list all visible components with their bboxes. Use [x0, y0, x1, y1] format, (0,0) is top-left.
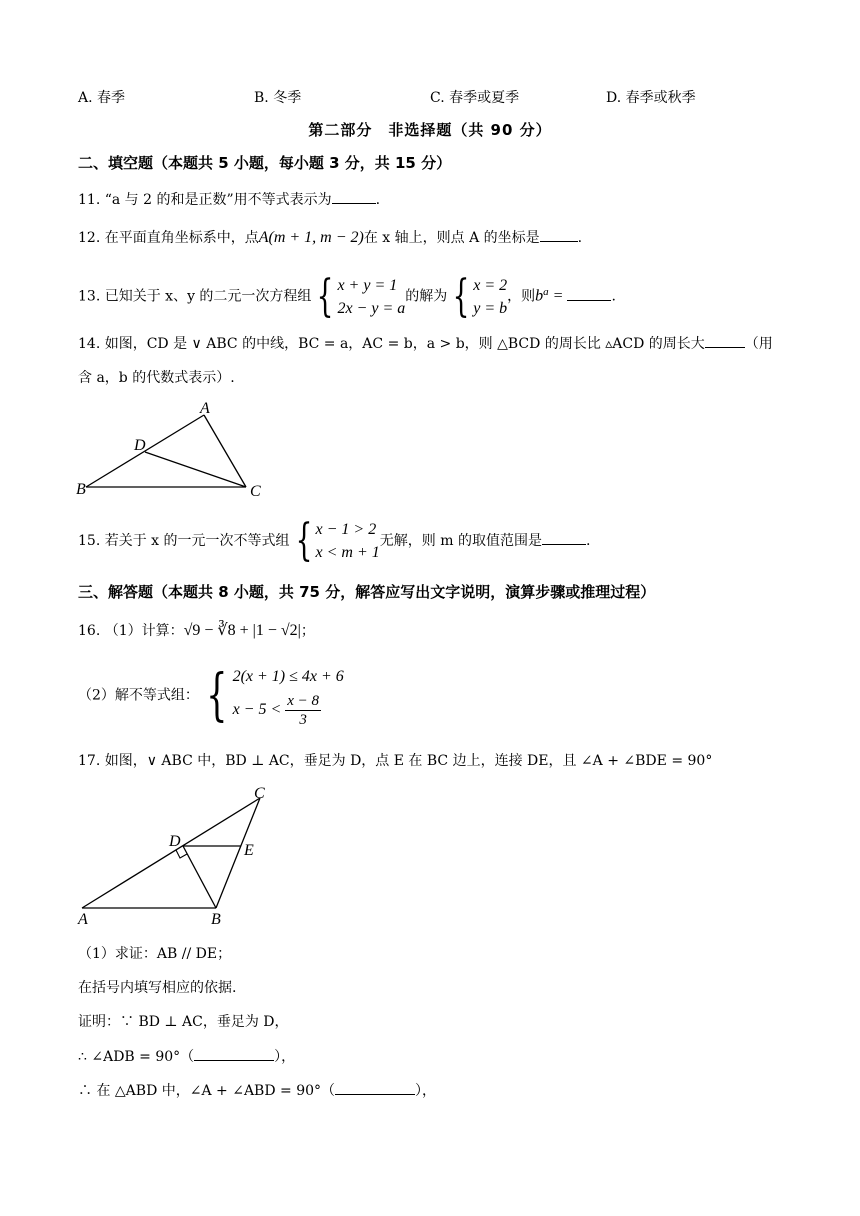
q15-text-mid: 无解，则 m 的取值范围是	[379, 533, 542, 549]
q12-number: 12.	[78, 230, 101, 246]
q14-answer-blank[interactable]	[705, 333, 745, 348]
proof2-reason-blank[interactable]	[194, 1046, 274, 1061]
fig17-label-d: D	[169, 833, 181, 850]
q15-end: .	[585, 533, 591, 549]
proof3-reason-blank[interactable]	[335, 1080, 415, 1095]
q12-text: 在平面直角坐标系中，点	[104, 230, 259, 246]
q12-point: A(m + 1, m − 2)	[258, 229, 364, 246]
section2-title: 二、填空题（本题共 5 小题，每小题 3 分，共 15 分）	[78, 154, 452, 172]
q13-text-mid: 的解为	[405, 288, 448, 305]
option-d: D. 春季或秋季	[606, 90, 696, 106]
q11-answer-blank[interactable]	[332, 189, 376, 204]
question-16-part1	[78, 621, 315, 641]
q17-number: 17.	[78, 753, 101, 769]
q12-end: .	[577, 230, 583, 246]
figure-14-triangle	[72, 398, 272, 500]
q11-text: “a 与 2 的和是正数”用不等式表示为	[104, 192, 332, 208]
option-a: A. 春季	[78, 90, 126, 106]
q16-part1-label: （1）计算：	[104, 623, 184, 639]
q13-answer-blank[interactable]	[567, 286, 611, 301]
q16-expression: √9 − ∛8 + |1 − √2|	[183, 622, 301, 639]
q12-text-mid: 在 x 轴上，则点 A 的坐标是	[363, 230, 540, 246]
q16-number: 16.	[78, 623, 101, 639]
fig17-label-e: E	[244, 842, 254, 859]
q16-part1-end: ；	[300, 623, 315, 639]
q16-system: { 2(x + 1) ≤ 4x + 6 x − 5 < $\frac{x - 8}{3}$	[206, 662, 344, 728]
q13-system: { x + y = 1 2x − y = a	[317, 270, 406, 322]
q17-text: 如图，∨ ABC 中，BD ⊥ AC，垂足为 D，点 E 在 BC 边上，连接 DE，且 ∠A + ∠BDE = 90°	[104, 753, 713, 769]
q13-sol2: y = b	[473, 299, 508, 317]
figure-17-triangle	[72, 784, 282, 928]
fig14-label-a: A	[200, 400, 210, 417]
q15-number: 15.	[78, 533, 101, 549]
q12-answer-blank[interactable]	[540, 227, 578, 242]
q13-sol1: x = 2	[473, 276, 508, 294]
q17-proof-line2	[78, 1046, 295, 1067]
q16-fraction	[285, 692, 321, 729]
q13-solution: { x = 2 y = b	[452, 270, 508, 322]
option-b: B. 冬季	[254, 90, 302, 106]
q11-end: .	[375, 192, 381, 208]
question-12	[78, 227, 582, 248]
q13-exponent: a	[543, 286, 549, 298]
question-16-part2	[78, 662, 344, 729]
q15-ineq2: x < m + 1	[315, 544, 380, 561]
fig17-label-a: A	[78, 911, 88, 928]
q16-fraction-den: 3	[299, 712, 307, 728]
section3-title: 三、解答题（本题共 8 小题，共 75 分，解答应写出文字说明，演算步骤或推理过程）	[78, 583, 656, 601]
fig14-label-b: B	[76, 481, 86, 498]
fig17-segment-bd	[183, 846, 216, 908]
q17-proof-line1: 证明：∵ BD ⊥ AC，垂足为 D，	[78, 1014, 289, 1030]
fig17-label-c: C	[254, 785, 265, 802]
q17-fill-hint: 在括号内填写相应的依据.	[78, 980, 237, 996]
q13-end: .	[611, 288, 616, 305]
q16-fraction-num: x − 8	[287, 693, 320, 709]
q14-text-line2: 含 a，b 的代数式表示）.	[78, 370, 235, 386]
fig17-label-b: B	[211, 911, 221, 928]
question-15	[78, 517, 590, 565]
q17-proof-line3	[78, 1080, 436, 1101]
proof2-end: ），	[274, 1049, 296, 1065]
fig14-median-cd	[145, 452, 246, 487]
question-17	[78, 751, 712, 771]
proof3-text: ∴ 在 △ABD 中，∠A + ∠ABD = 90°（	[78, 1083, 336, 1099]
q13-eq1: x + y = 1	[337, 276, 398, 294]
q13-equals: =	[548, 287, 564, 305]
q14-number: 14.	[78, 336, 101, 352]
question-14-line1	[78, 333, 773, 354]
q16-ineq1: 2(x + 1) ≤ 4x + 6	[232, 668, 344, 685]
q13-text-mid2: ，则	[507, 288, 536, 305]
q11-number: 11.	[78, 192, 101, 208]
q16-part2-label: （2）解不等式组：	[78, 687, 199, 704]
q13-base: b	[535, 287, 544, 305]
option-c: C. 春季或夏季	[430, 90, 520, 106]
q15-ineq1: x − 1 > 2	[315, 521, 377, 538]
fig14-label-d: D	[134, 437, 146, 454]
question-11	[78, 189, 380, 210]
proof3-end: ），	[415, 1083, 437, 1099]
q16-ineq2-left: x − 5 <	[232, 701, 282, 719]
question-13	[78, 268, 616, 321]
q15-answer-blank[interactable]	[542, 530, 586, 545]
q13-number: 13.	[78, 288, 101, 305]
q14-text: 如图，CD 是 ∨ ABC 的中线，BC = a，AC = b，a > b，则 △BCD 的周长比 ▵ACD 的周长大	[104, 336, 705, 352]
proof2-text: ∴ ∠ADB = 90°（	[78, 1049, 195, 1065]
q14-text-b: （用	[744, 336, 773, 352]
fig17-side-ac	[82, 798, 260, 908]
q15-system: { x − 1 > 2 x < m + 1	[295, 515, 380, 566]
q16-ineq2	[233, 692, 344, 729]
q13-eq2: 2x − y = a	[337, 299, 406, 317]
q17-part1: （1）求证：AB // DE；	[78, 946, 232, 962]
fig14-label-c: C	[250, 483, 261, 500]
q13-text: 已知关于 x、y 的二元一次方程组	[104, 288, 312, 305]
q15-text: 若关于 x 的一元一次不等式组	[104, 533, 290, 549]
part2-title: 第二部分 非选择题（共 90 分）	[308, 121, 552, 139]
fig14-side-ac	[204, 415, 246, 487]
